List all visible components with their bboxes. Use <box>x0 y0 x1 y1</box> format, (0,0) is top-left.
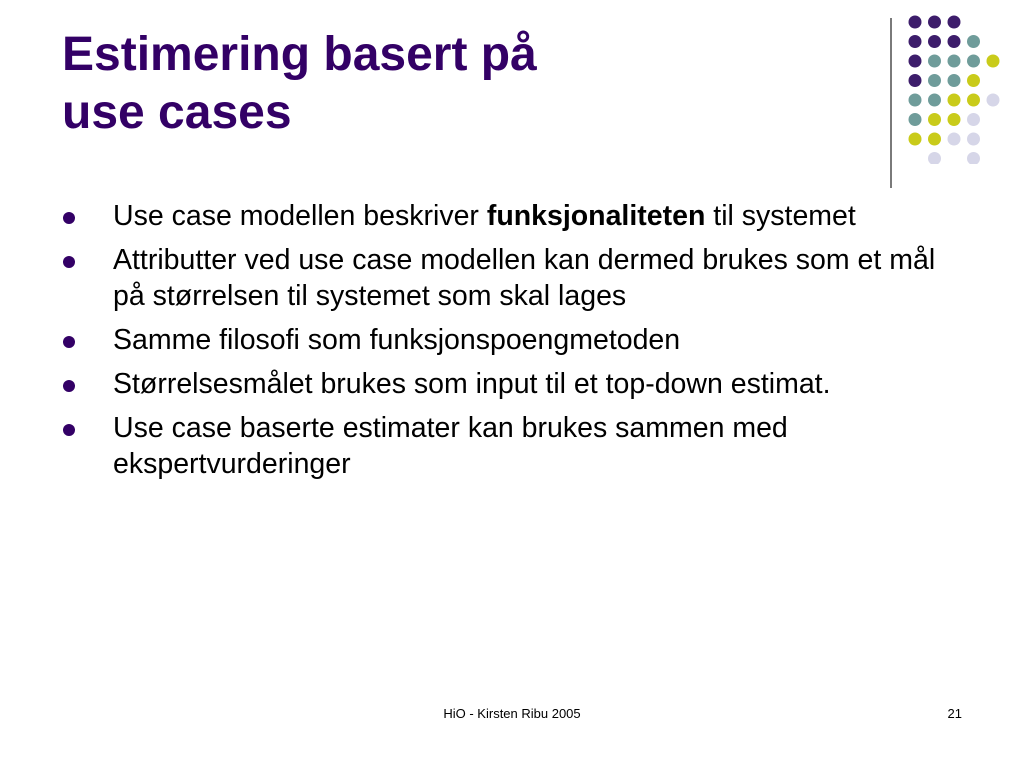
decorative-dot <box>967 133 980 146</box>
footer-text: HiO - Kirsten Ribu 2005 <box>443 706 581 721</box>
decorative-dot-grid <box>906 14 1016 164</box>
decorative-dot <box>967 113 980 126</box>
bullet-icon <box>63 336 75 348</box>
decorative-dot <box>909 55 922 68</box>
decorative-dot <box>909 113 922 126</box>
decorative-dot <box>967 55 980 68</box>
bullet-text-1-start: Use case modellen beskriver <box>113 200 487 232</box>
decorative-dot <box>967 152 980 164</box>
decorative-dot <box>948 16 961 29</box>
decorative-dot <box>928 152 941 164</box>
bullet-text-3: Samme filosofi som funksjonspoengmetoden <box>113 324 681 356</box>
decorative-dot <box>987 55 1000 68</box>
bullet-icon <box>63 424 75 436</box>
decorative-dot <box>928 133 941 146</box>
decorative-dot <box>948 35 961 48</box>
decorative-dot <box>948 94 961 107</box>
decorative-dot <box>928 113 941 126</box>
decorative-dot <box>987 94 1000 107</box>
bullet-icon <box>63 380 75 392</box>
decorative-dot <box>909 133 922 146</box>
bullet-icon <box>63 256 75 268</box>
bullet-list <box>0 198 1024 490</box>
decorative-dot <box>928 35 941 48</box>
bullet-text-2: Attributter ved use case modellen kan dermed brukes som et mål på størrelsen til systemet som skal lages <box>113 244 936 312</box>
bullet-text-1-end: til systemet <box>705 200 856 232</box>
decorative-dot <box>928 55 941 68</box>
decorative-dot <box>948 133 961 146</box>
decorative-dot <box>909 94 922 107</box>
bullet-item-1 <box>0 198 1024 234</box>
bullet-text-5: Use case baserte estimater kan brukes sammen med ekspertvurderinger <box>113 412 788 480</box>
vertical-divider <box>890 18 892 188</box>
bullet-item-5 <box>0 410 1024 482</box>
slide-title <box>62 26 537 142</box>
bullet-text-4: Størrelsesmålet brukes som input til et top-down estimat. <box>113 368 831 400</box>
decorative-dot <box>909 74 922 87</box>
bullet-icon <box>63 212 75 224</box>
decorative-dot <box>948 113 961 126</box>
decorative-dot <box>909 35 922 48</box>
decorative-dot <box>909 16 922 29</box>
decorative-dot <box>948 74 961 87</box>
decorative-dot <box>967 94 980 107</box>
bullet-item-4 <box>0 366 1024 402</box>
decorative-dot <box>928 16 941 29</box>
slide-title-line-1: Estimering basert på <box>62 28 537 81</box>
decorative-dot <box>967 35 980 48</box>
decorative-dot <box>948 55 961 68</box>
slide-title-line-2: use cases <box>62 86 292 139</box>
decorative-dot <box>967 74 980 87</box>
decorative-dot <box>928 94 941 107</box>
bullet-item-3 <box>0 322 1024 358</box>
page-number: 21 <box>947 706 962 721</box>
bullet-text-1-bold: funksjonaliteten <box>486 200 706 232</box>
decorative-dot <box>928 74 941 87</box>
bullet-item-2 <box>0 242 1024 314</box>
